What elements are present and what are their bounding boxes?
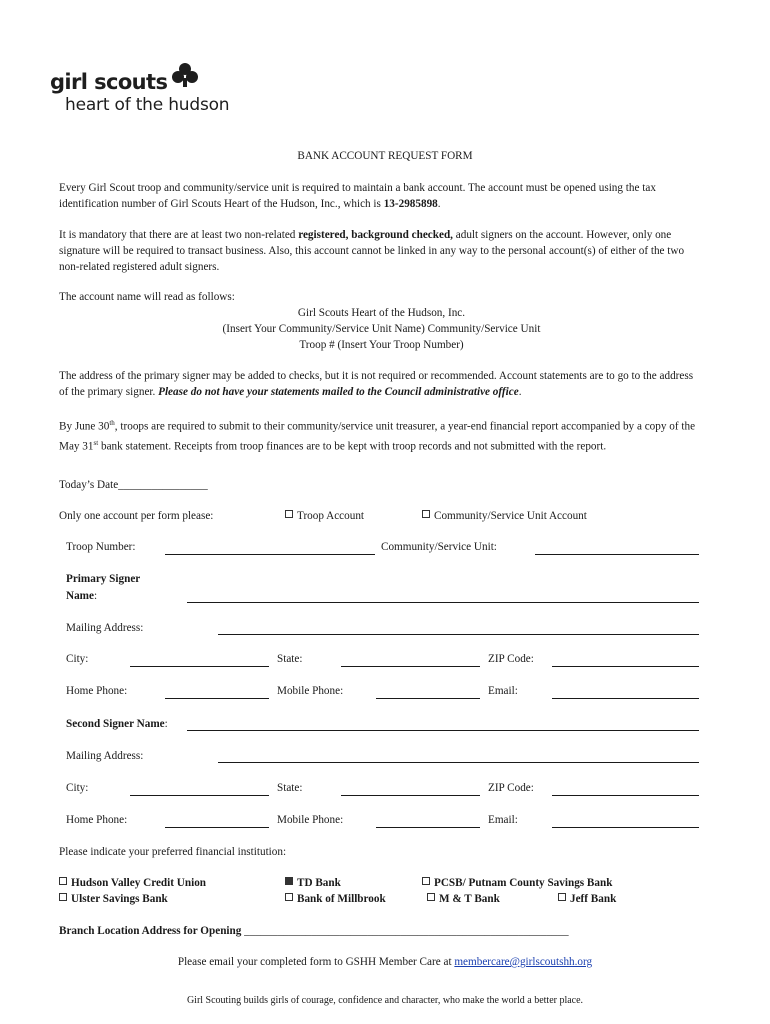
second-email-input[interactable] — [552, 827, 699, 828]
primary-mailing-label: Mailing Address: — [66, 622, 144, 634]
primary-state-label: State: — [277, 653, 303, 665]
logo-line-2: heart of the hudson — [65, 95, 230, 115]
tax-id-number: 13-2985898 — [383, 198, 438, 210]
member-care-email-link[interactable]: membercare@girlscoutshh.org — [454, 956, 593, 968]
primary-home-phone-input[interactable] — [165, 698, 269, 699]
trefoil-icon — [170, 62, 200, 88]
checkbox-icon[interactable] — [558, 893, 566, 901]
account-name-line-3: Troop # (Insert Your Troop Number) — [299, 339, 464, 351]
bank-option-pcsb[interactable]: PCSB/ Putnam County Savings Bank — [422, 877, 612, 889]
primary-name-label: Name: — [66, 590, 98, 602]
primary-signer-heading: Primary Signer — [66, 573, 141, 585]
troop-number-input[interactable] — [165, 554, 375, 555]
second-mobile-phone-label: Mobile Phone: — [277, 814, 344, 826]
second-city-input[interactable] — [130, 795, 269, 796]
second-state-label: State: — [277, 782, 303, 794]
footer-tagline: Girl Scouting builds girls of courage, confidence and character, who make the world a better place. — [186, 995, 584, 1006]
second-mobile-phone-input[interactable] — [376, 827, 480, 828]
second-home-phone-input[interactable] — [165, 827, 269, 828]
second-home-phone-label: Home Phone: — [66, 814, 128, 826]
second-state-input[interactable] — [341, 795, 480, 796]
bank-option-hvcu[interactable]: Hudson Valley Credit Union — [59, 877, 206, 889]
one-account-label: Only one account per form please: — [59, 510, 214, 522]
account-name-intro: The account name will read as follows: — [59, 291, 235, 303]
second-zip-label: ZIP Code: — [488, 782, 534, 794]
primary-mobile-phone-input[interactable] — [376, 698, 480, 699]
primary-mobile-phone-label: Mobile Phone: — [277, 685, 344, 697]
paragraph-signers: It is mandatory that there are at least two non-related registered, background checked, adult signers on the account. However, only one signature will be required to transact business. Also, this account cannot be linked in any way to the personal account(s) of either of the two non-related registered adult signers. — [59, 229, 685, 273]
troop-account-option[interactable]: Troop Account — [285, 510, 364, 522]
cs-unit-account-option[interactable]: Community/Service Unit Account — [422, 510, 587, 522]
checkbox-icon[interactable] — [422, 877, 430, 885]
cs-unit-input[interactable] — [535, 554, 699, 555]
primary-zip-input[interactable] — [552, 666, 699, 667]
bank-option-jeff[interactable]: Jeff Bank — [558, 893, 616, 905]
troop-number-label: Troop Number: — [66, 541, 136, 553]
checkbox-icon[interactable] — [59, 877, 67, 885]
second-city-label: City: — [66, 782, 89, 794]
primary-zip-label: ZIP Code: — [488, 653, 534, 665]
checkbox-checked-icon[interactable] — [285, 877, 293, 885]
primary-city-input[interactable] — [130, 666, 269, 667]
todays-date-field[interactable]: Today’s Date________________ — [59, 479, 208, 491]
checkbox-icon[interactable] — [285, 893, 293, 901]
cs-unit-label: Community/Service Unit: — [381, 541, 497, 553]
primary-email-label: Email: — [488, 685, 518, 697]
checkbox-icon[interactable] — [422, 510, 430, 518]
primary-name-input[interactable] — [187, 602, 699, 603]
second-mailing-label: Mailing Address: — [66, 750, 144, 762]
account-name-line-2: (Insert Your Community/Service Unit Name) Community/Service Unit — [222, 323, 541, 335]
primary-home-phone-label: Home Phone: — [66, 685, 128, 697]
primary-city-label: City: — [66, 653, 89, 665]
email-instructions: Please email your completed form to GSHH Member Care at membercare@girlscoutshh.org — [177, 956, 593, 968]
account-name-line-1: Girl Scouts Heart of the Hudson, Inc. — [297, 307, 466, 319]
primary-state-input[interactable] — [341, 666, 480, 667]
bank-option-td[interactable]: TD Bank — [285, 877, 341, 889]
paragraph-tax-id: Every Girl Scout troop and community/service unit is required to maintain a bank account. The account must be opened using the tax identification number of Girl Scouts Heart of the Hudson, Inc., which is 13-2985898. — [59, 182, 656, 210]
checkbox-icon[interactable] — [427, 893, 435, 901]
bank-option-mt[interactable]: M & T Bank — [427, 893, 500, 905]
branch-location-field[interactable]: Branch Location Address for Opening __________________________________________________________ — [59, 925, 569, 937]
institution-prompt: Please indicate your preferred financial institution: — [59, 846, 287, 858]
second-signer-label: Second Signer Name: — [66, 718, 168, 730]
checkbox-icon[interactable] — [59, 893, 67, 901]
checkbox-icon[interactable] — [285, 510, 293, 518]
form-title: BANK ACCOUNT REQUEST FORM — [297, 150, 473, 162]
second-name-input[interactable] — [187, 730, 699, 731]
bank-option-millbrook[interactable]: Bank of Millbrook — [285, 893, 386, 905]
logo-line-1: girl scouts — [50, 70, 168, 94]
girl-scouts-logo — [50, 62, 240, 118]
bank-option-ulster[interactable]: Ulster Savings Bank — [59, 893, 168, 905]
second-email-label: Email: — [488, 814, 518, 826]
second-mailing-input[interactable] — [218, 762, 699, 763]
primary-mailing-input[interactable] — [218, 634, 699, 635]
paragraph-address: The address of the primary signer may be added to checks, but it is not required or recommended. Account statements are to go to the address of the primary signer. Please do not have your statements mailed to the Council administrative office. — [59, 370, 694, 398]
second-zip-input[interactable] — [552, 795, 699, 796]
primary-email-input[interactable] — [552, 698, 699, 699]
paragraph-report: By June 30th, troops are required to submit to their community/service unit treasurer, a year-end financial report accompanied by a copy of the May 31st bank statement. Receipts from troop finances are to be kept with troop records and not submitted with the report. — [59, 419, 696, 453]
